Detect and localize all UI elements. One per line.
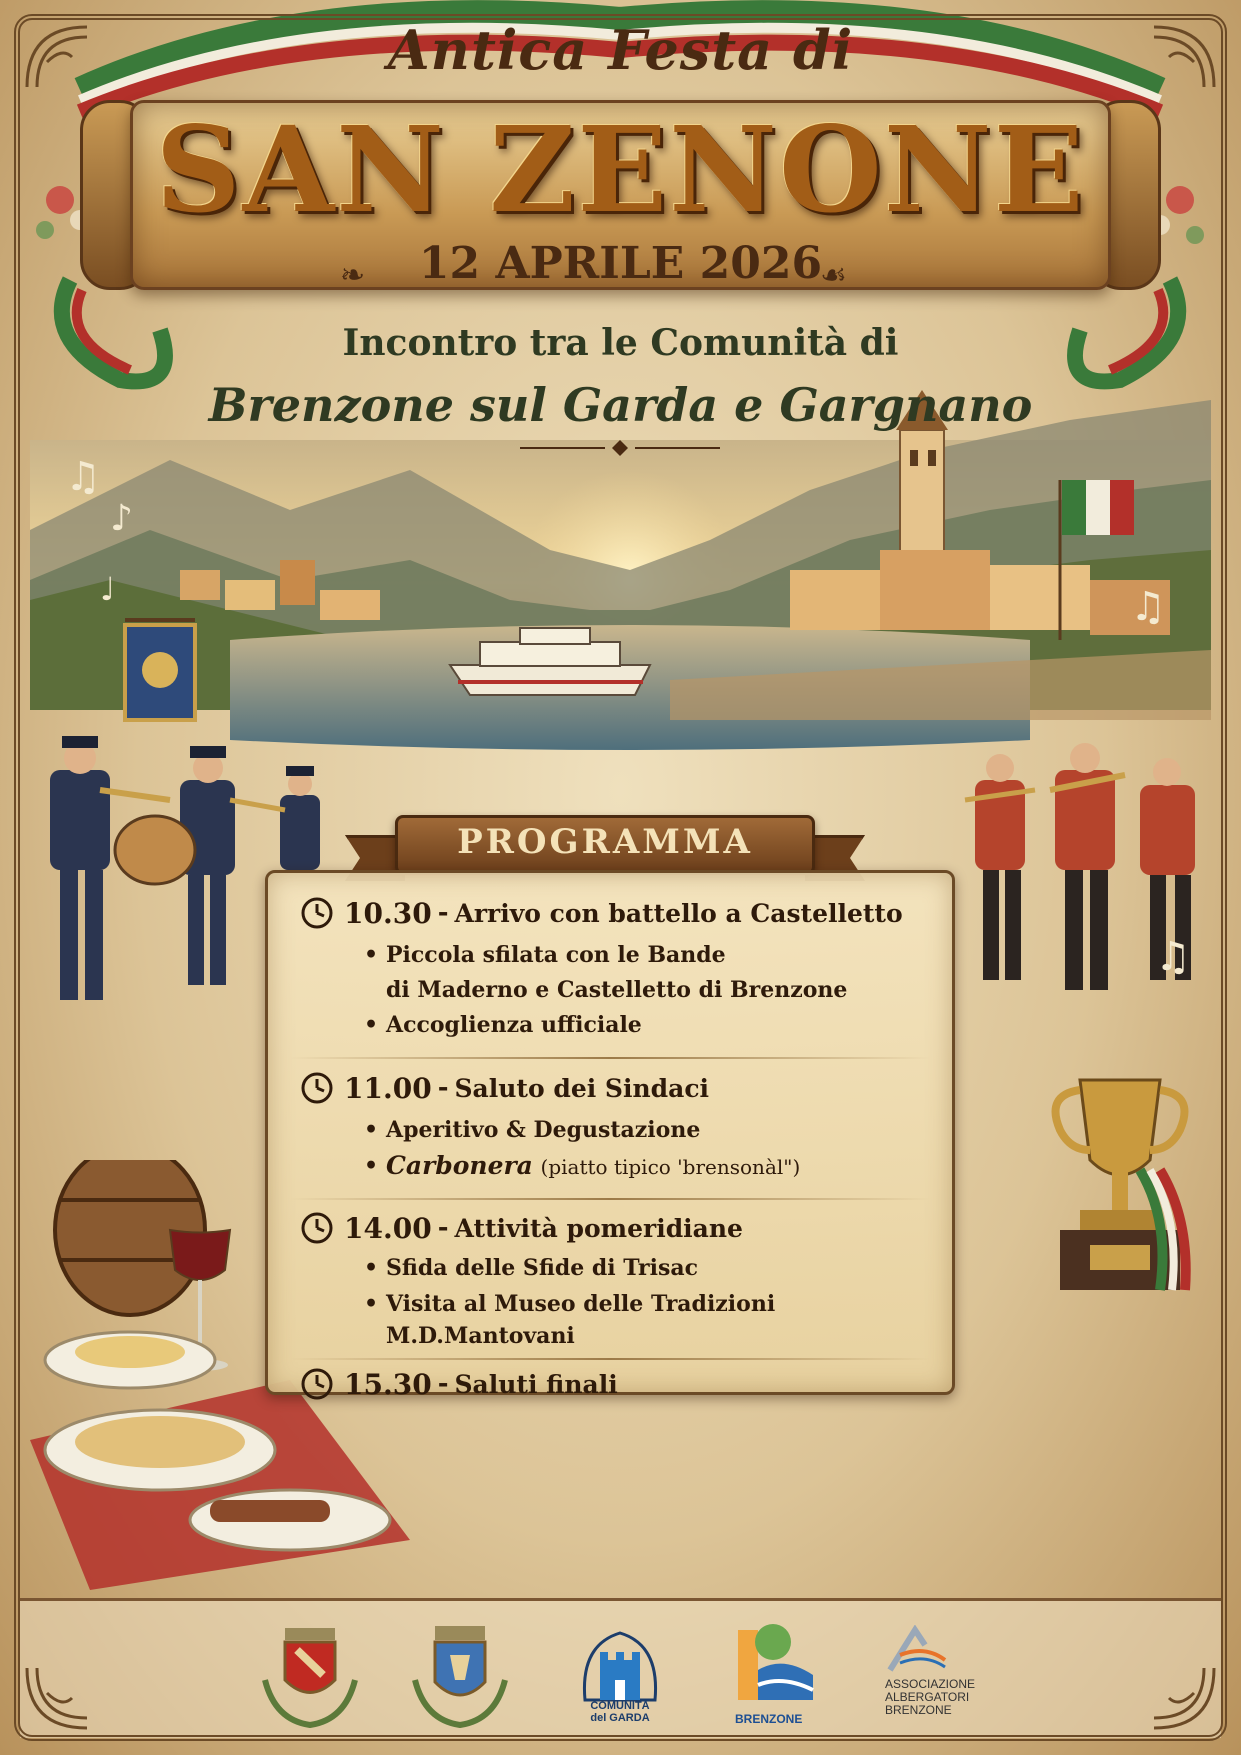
programme-title: PROGRAMMA [457, 822, 753, 862]
slot-bullet: • Sfida delle Sfide di Trisac [386, 1250, 940, 1286]
slot-bullet: • Aperitivo & Degustazione [386, 1112, 940, 1148]
logo-text-line: ALBERGATORI [885, 1690, 970, 1704]
slot-separator: - [437, 1073, 449, 1103]
logo-text-line: COMUNITÀ [590, 1700, 650, 1712]
corner-flourish-icon [1149, 1663, 1219, 1733]
dish-note: (piatto tipico 'brensonàl") [540, 1155, 801, 1179]
ornamental-frame [14, 14, 1227, 1741]
slot-time: 15.30 [344, 1367, 432, 1401]
corner-flourish-icon [1149, 22, 1219, 92]
dish-name: Carbonera [386, 1151, 533, 1180]
slot-separator: - [437, 898, 449, 928]
slot-separator: - [437, 1369, 449, 1399]
event-date: 12 APRILE 2026 [418, 238, 823, 289]
corner-flourish-icon [22, 22, 92, 92]
flourish-right-icon: ☙ [820, 258, 847, 293]
logo-text-line: del GARDA [590, 1712, 650, 1724]
slot-headline: Arrivo con battello a Castelletto [454, 898, 903, 928]
event-title: SAN ZENONE [155, 100, 1086, 239]
slot-bullet-continuation: di Maderno e Castelletto di Brenzone [386, 977, 848, 1003]
svg-text:♫: ♫ [1130, 584, 1166, 630]
slot-bullet: • Accoglienza ufficiale [386, 1007, 940, 1043]
slot-bullet: • Visita al Museo delle Tradizioni [386, 1286, 940, 1322]
svg-text:♫: ♫ [1155, 934, 1191, 980]
event-kicker: Antica Festa di [387, 18, 854, 82]
event-subtitle: Incontro tra le Comunità di [342, 322, 899, 364]
slot-time: 11.00 [344, 1071, 432, 1105]
brenzone-logo-label: BRENZONE [735, 1712, 803, 1726]
slot-headline: Attività pomeridiane [454, 1213, 743, 1243]
svg-text:♪: ♪ [110, 498, 133, 539]
logo-text-line: ASSOCIAZIONE [885, 1677, 976, 1691]
svg-text:♩: ♩ [100, 570, 116, 608]
slot-headline: Saluto dei Sindaci [454, 1073, 710, 1103]
event-communities: Brenzone sul Garda e Gargnano [208, 378, 1033, 432]
logo-text-line: BRENZONE [885, 1703, 952, 1717]
svg-text:♫: ♫ [65, 454, 101, 500]
slot-headline: Saluti finali [454, 1369, 618, 1399]
slot-time: 10.30 [344, 896, 432, 930]
flourish-left-icon: ❧ [340, 258, 366, 293]
slot-time: 14.00 [344, 1211, 432, 1245]
corner-flourish-icon [22, 1663, 92, 1733]
slot-bullet-continuation: M.D.Mantovani [386, 1323, 575, 1349]
slot-separator: - [437, 1213, 449, 1243]
slot-bullet: • Piccola sfilata con le Bande [386, 937, 940, 973]
